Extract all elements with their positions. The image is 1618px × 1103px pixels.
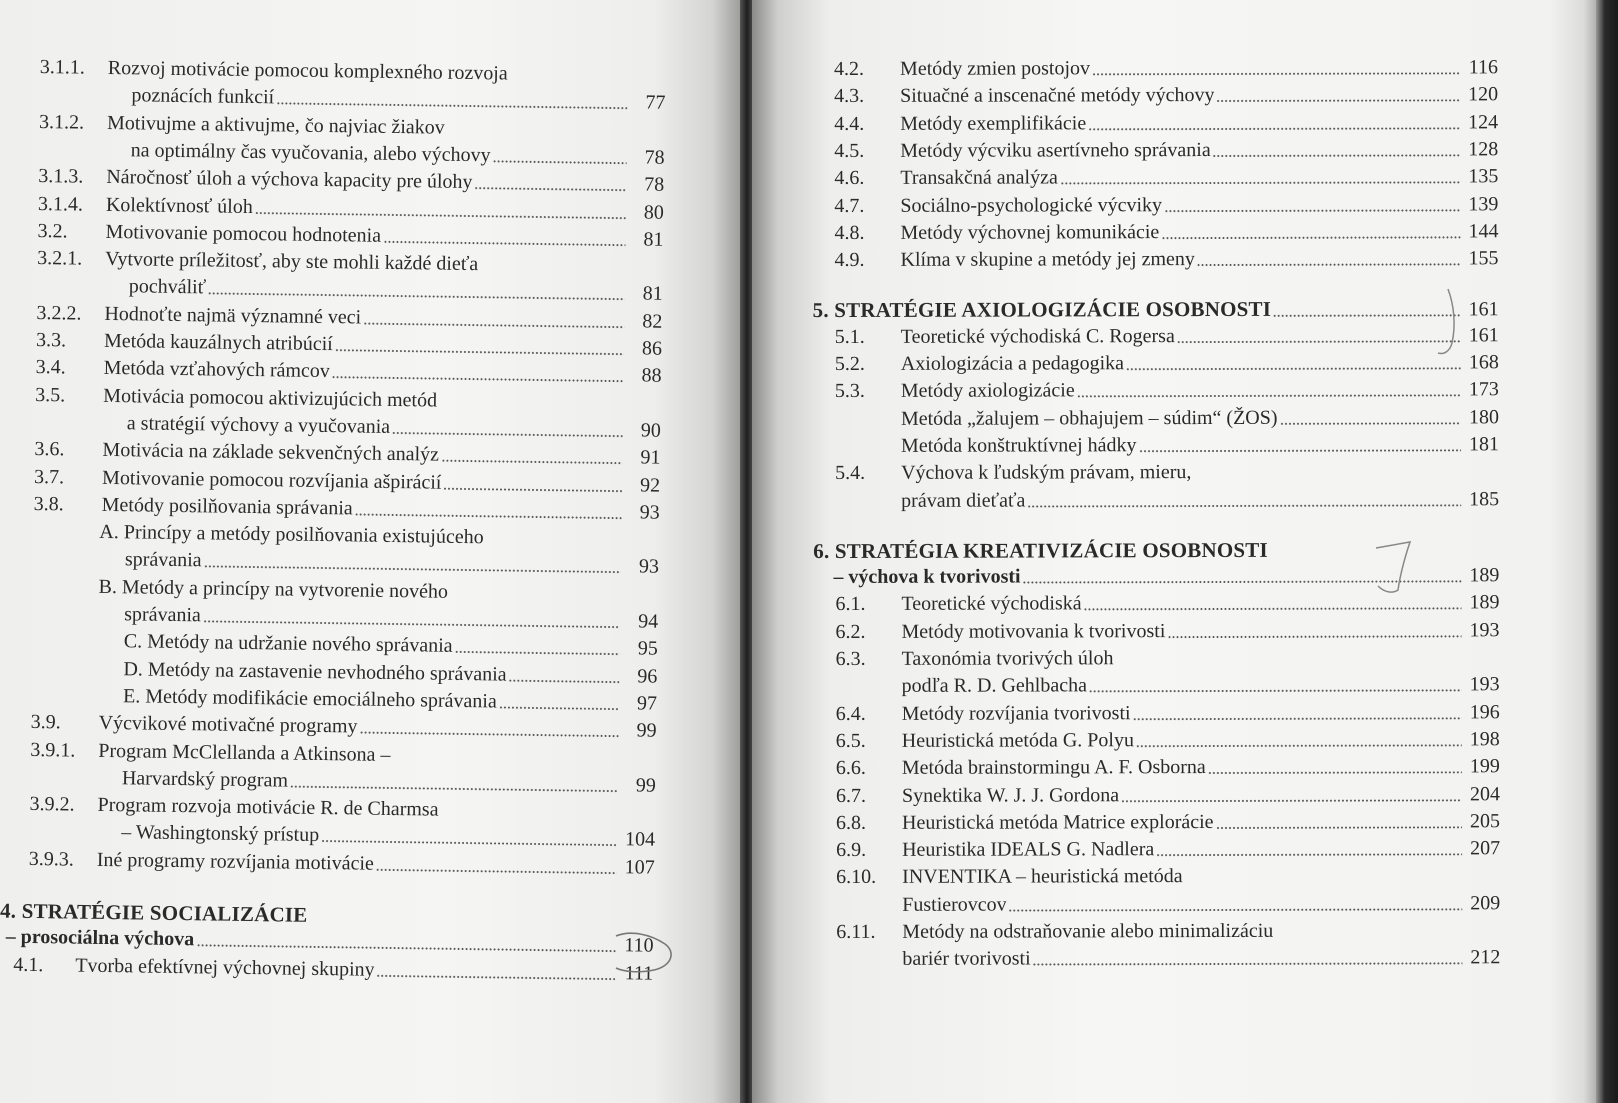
toc-entry-title: Hodnoťte najmä významné veci xyxy=(104,302,362,329)
toc-page-number: 193 xyxy=(1469,673,1500,696)
toc-page-number: 161 xyxy=(1468,323,1499,347)
toc-page-number: 193 xyxy=(1469,618,1500,642)
toc-entry-title: a stratégií výchovy a vyučovania xyxy=(126,412,391,438)
toc-page-number: 205 xyxy=(1469,810,1501,833)
dot-leader xyxy=(1084,607,1462,612)
toc-entry xyxy=(31,657,657,689)
toc-entry xyxy=(39,83,665,115)
toc-entry-title: pochváliť xyxy=(128,275,207,299)
dot-leader xyxy=(499,705,619,711)
toc-entry-number: 6.11. xyxy=(836,920,876,943)
toc-entry-number: 3.1.4. xyxy=(37,192,84,216)
toc-entry-title: správania xyxy=(124,548,202,572)
toc-entry-title: – výchova k tvorivosti xyxy=(833,565,1021,589)
dot-leader xyxy=(359,731,618,739)
pencil-circle-mark xyxy=(610,928,680,978)
dot-leader xyxy=(1027,503,1461,508)
toc-entry-number: 4.1. xyxy=(13,953,44,976)
toc-right xyxy=(812,56,1514,971)
toc-entry-title: Metódy výchovnej komunikácie xyxy=(900,220,1160,244)
toc-entry xyxy=(31,684,657,716)
toc-entry-number: 4.2. xyxy=(834,57,865,80)
toc-entry-number: 3.6. xyxy=(34,438,65,461)
toc-entry xyxy=(834,56,1498,81)
toc-entry-title: – Washingtonský prístup xyxy=(121,821,320,847)
toc-entry-number: 5.3. xyxy=(834,380,865,403)
dot-leader xyxy=(1092,71,1460,76)
dot-leader xyxy=(1009,907,1463,912)
dot-leader xyxy=(1089,689,1462,694)
dot-leader xyxy=(1156,852,1462,857)
toc-entry-number: 3.3. xyxy=(35,328,67,352)
toc-entry xyxy=(835,488,1499,513)
toc-entry xyxy=(836,674,1500,699)
dot-leader xyxy=(1177,339,1461,344)
dot-leader xyxy=(1216,825,1462,830)
toc-entry xyxy=(834,193,1498,218)
toc-page-number: 116 xyxy=(1468,56,1499,79)
toc-entry-title: D. Metódy na zastavenie nevhodného správania xyxy=(123,657,507,686)
toc-entry-title: právam dieťaťa xyxy=(901,489,1026,512)
toc-entry-number: 3.9.2. xyxy=(29,793,75,816)
toc-entry-number: 6.5. xyxy=(835,729,866,752)
dot-leader xyxy=(392,431,623,438)
toc-entry-number: 4.8. xyxy=(834,221,865,244)
toc-entry xyxy=(834,165,1498,190)
pencil-bracket-mark xyxy=(1430,285,1470,365)
toc-entry-title: Metódy axiologizácie xyxy=(900,379,1075,403)
toc-entry xyxy=(29,848,655,880)
toc-page-number: 77 xyxy=(645,91,666,115)
toc-entry-number: 4.3. xyxy=(834,85,865,108)
toc-page-number: 92 xyxy=(639,473,661,497)
toc-page-number: 91 xyxy=(640,446,661,469)
toc-entry-number: 6.8. xyxy=(835,811,867,834)
toc-page-number: 144 xyxy=(1468,220,1499,243)
toc-entry-title: Sociálno-psychologické výcviky xyxy=(900,193,1163,217)
dot-leader xyxy=(1121,798,1462,803)
toc-entry-title: poznácích funkcií xyxy=(131,84,275,109)
toc-entry xyxy=(834,220,1498,245)
toc-entry-number: 3.7. xyxy=(33,465,65,488)
toc-entry-title: na optimálny čas vyučovania, alebo výchovy xyxy=(130,139,491,167)
chapter-5-title-entry xyxy=(813,297,1499,323)
toc-entry-number: 3.2.2. xyxy=(36,301,82,325)
toc-entry xyxy=(835,379,1499,404)
toc-entry xyxy=(34,438,660,470)
toc-page-number: 81 xyxy=(642,282,663,306)
toc-page-number: 104 xyxy=(624,828,656,852)
toc-entry-line: INVENTIKA – heuristická metóda 6.10. xyxy=(836,865,1183,889)
toc-page-number: 180 xyxy=(1468,405,1499,428)
dot-leader xyxy=(1280,421,1461,425)
dot-leader xyxy=(1161,235,1460,240)
toc-page-number: 86 xyxy=(641,337,663,360)
toc-entry xyxy=(34,465,660,497)
dot-leader xyxy=(454,650,619,656)
toc-entry xyxy=(836,755,1500,780)
toc-entry-number: 4.7. xyxy=(834,194,865,217)
toc-page-number: 209 xyxy=(1470,891,1501,915)
toc-entry-title: Metódy posilňovania správania xyxy=(101,493,353,520)
toc-entry-line: Program McClellanda a Atkinsona – 3.9.1. xyxy=(30,738,391,766)
toc-entry xyxy=(836,810,1500,835)
toc-entry-title: Výcvikové motivačné programy xyxy=(98,712,358,738)
dot-leader xyxy=(290,784,618,793)
toc-entry-title: Metóda brainstormingu A. F. Osborna xyxy=(901,756,1206,780)
toc-page-number: 93 xyxy=(639,501,660,524)
dot-leader xyxy=(332,375,624,383)
toc-indent xyxy=(33,570,125,571)
dot-leader xyxy=(203,619,620,629)
toc-entry xyxy=(29,820,655,852)
toc-entry-number: 4.6. xyxy=(834,167,865,190)
toc-entry-line: Vytvorte príležitosť, aby ste mohli každé dieťa 3.2.1. xyxy=(37,247,479,276)
toc-entry-title: Metódy exemplifikácie xyxy=(900,111,1087,135)
toc-entry-title: podľa R. D. Gehlbacha xyxy=(901,674,1087,698)
toc-entry xyxy=(835,406,1499,431)
toc-indent xyxy=(31,680,123,681)
toc-entry xyxy=(835,433,1499,458)
toc-page-number: 81 xyxy=(643,228,664,251)
toc-entry xyxy=(34,493,660,525)
chapter-4-title: 4. STRATÉGIE SOCIALIZÁCIE xyxy=(0,898,308,927)
toc-entry-title: Metódy rozvíjania tvorivosti xyxy=(901,701,1131,725)
dot-leader xyxy=(443,486,622,492)
dot-leader xyxy=(276,102,627,111)
toc-page-number: 110 xyxy=(624,934,654,957)
toc-entry-number: 3.4. xyxy=(35,356,66,379)
toc-entry xyxy=(13,953,653,985)
toc-entry-title: Náročnosť úloh a výchova kapacity pre úlohy xyxy=(106,166,473,194)
toc-entry-number: 3.8. xyxy=(33,492,64,516)
dot-leader xyxy=(1077,394,1461,399)
toc-entry-number: 6.10. xyxy=(836,866,877,889)
toc-entry-number: 6.1. xyxy=(835,593,866,616)
toc-entry-title: Metóda „žalujem – obhajujem – súdim“ (ŽOS) xyxy=(900,406,1278,430)
toc-entry-number: 4.4. xyxy=(834,112,865,135)
toc-entry-number: 3.5. xyxy=(35,383,66,406)
toc-entry xyxy=(32,629,658,661)
toc-page-number: 212 xyxy=(1470,946,1501,969)
dot-leader xyxy=(1033,962,1463,967)
toc-entry-number: 5.4. xyxy=(835,462,866,485)
toc-entry-line: Výchova k ľudským právam, mieru, 5.4. xyxy=(835,461,1192,485)
toc-indent xyxy=(29,843,121,844)
dot-leader xyxy=(1088,126,1460,131)
toc-entry-title: Teoretické východiská xyxy=(901,592,1082,616)
toc-entry xyxy=(834,111,1498,136)
toc-page-number: 120 xyxy=(1468,83,1499,106)
toc-entry-title: Motivovanie pomocou rozvíjania ašpirácií xyxy=(101,466,442,494)
toc-entry xyxy=(836,783,1500,808)
toc-entry-number: 6.2. xyxy=(835,620,866,643)
dot-leader xyxy=(1164,208,1460,213)
toc-indent xyxy=(32,625,124,626)
dot-leader xyxy=(1136,743,1462,748)
right-page xyxy=(752,0,1618,1103)
toc-indent xyxy=(39,161,131,162)
toc-entry-number: 3.9. xyxy=(30,711,61,734)
toc-entry xyxy=(836,947,1500,972)
dot-leader xyxy=(1208,771,1462,776)
toc-page-number: 161 xyxy=(1468,297,1499,320)
toc-entry-number: 6.7. xyxy=(835,784,866,807)
toc-entry-title: Metódy zmien postojov xyxy=(899,57,1091,80)
toc-page-number: 173 xyxy=(1468,378,1499,401)
toc-entry xyxy=(39,138,665,170)
toc-entry-title: Iné programy rozvíjania motivácie xyxy=(96,848,375,875)
toc-entry-line: Motivujme a aktivujme, čo najviac žiakov 3.1.2. xyxy=(38,110,445,139)
toc-page-number: 155 xyxy=(1468,247,1499,270)
toc-entry-number: 6.9. xyxy=(836,839,867,862)
toc-page-number: 135 xyxy=(1468,165,1499,188)
toc-entry-line: Taxonómia tvorivých úloh 6.3. xyxy=(835,647,1114,670)
toc-page-number: 82 xyxy=(642,310,663,333)
toc-entry xyxy=(37,220,663,252)
toc-page-number: 78 xyxy=(644,173,665,196)
toc-left xyxy=(0,56,680,985)
toc-entry-number: 3.1.3. xyxy=(38,165,84,188)
toc-entry-number: 6.6. xyxy=(835,757,866,780)
toc-entry-number: 4.5. xyxy=(834,139,865,162)
toc-page-number: 139 xyxy=(1468,192,1499,215)
toc-entry-number: 3.1.2. xyxy=(38,110,85,134)
toc-page-number: 198 xyxy=(1469,728,1500,751)
toc-entry xyxy=(835,351,1499,376)
toc-entry xyxy=(835,324,1499,349)
dot-leader xyxy=(492,159,626,165)
toc-page-number: 88 xyxy=(641,364,662,388)
toc-entry-title: E. Metódy modifikácie emociálneho správania xyxy=(122,685,497,713)
toc-entry-number: 4.9. xyxy=(834,249,865,272)
toc-page-number: 96 xyxy=(637,664,658,688)
dot-leader xyxy=(1213,153,1461,158)
toc-entry xyxy=(37,274,663,306)
toc-entry-title: Heuristika IDEALS G. Nadlera xyxy=(902,838,1155,861)
toc-indent xyxy=(35,434,127,435)
dot-leader xyxy=(1139,448,1461,453)
toc-indent xyxy=(30,789,122,790)
dot-leader xyxy=(1126,366,1461,371)
toc-entry-title: Metódy motivovania k tvorivosti xyxy=(901,619,1166,643)
toc-entry xyxy=(35,356,661,388)
toc-indent xyxy=(37,297,129,298)
toc-entry-title: Tvorba efektívnej výchovnej skupiny xyxy=(75,954,375,981)
toc-entry-title: C. Metódy na udržanie nového správania xyxy=(123,630,453,658)
toc-entry-title: Axiologizácia a pedagogika xyxy=(900,352,1125,375)
toc-entry-line: B. Metódy a princípy na vytvorenie nového xyxy=(98,575,449,603)
toc-entry xyxy=(36,329,662,361)
toc-page-number: 124 xyxy=(1468,110,1499,133)
toc-entry-title: Teoretické východiská C. Rogersa xyxy=(900,324,1175,348)
toc-entry-title: Motivácia na základe sekvenčných analýz xyxy=(102,439,440,466)
toc-entry-title: Metóda vzťahových rámcov xyxy=(103,357,331,383)
toc-entry xyxy=(835,247,1499,272)
toc-entry-line: Metódy na odstraňovanie alebo minimalizáciu 6.11. xyxy=(836,919,1274,943)
toc-entry xyxy=(38,165,664,197)
dot-leader xyxy=(441,459,623,466)
dot-leader xyxy=(355,512,622,520)
toc-indent xyxy=(39,106,131,107)
toc-page-number: 204 xyxy=(1469,782,1500,805)
toc-entry xyxy=(834,84,1498,109)
toc-entry xyxy=(836,892,1500,917)
toc-entry xyxy=(33,547,659,579)
toc-entry-title: 5. STRATÉGIE AXIOLOGIZÁCIE OSOBNOSTI xyxy=(812,297,1272,323)
pencil-seven-mark xyxy=(1370,540,1420,600)
toc-entry-title: Metódy výcviku asertívneho správania xyxy=(900,138,1211,162)
toc-page-number: 94 xyxy=(638,610,659,633)
dot-leader xyxy=(1167,634,1461,639)
toc-entry xyxy=(31,711,657,743)
toc-entry-title: Transakčná analýza xyxy=(900,166,1058,190)
dot-leader xyxy=(376,867,617,874)
toc-entry-line: Rozvoj motivácie pomocou komplexného rozvoja 3.1.1. xyxy=(39,56,508,85)
dot-leader xyxy=(203,565,620,575)
toc-entry xyxy=(32,602,658,634)
dot-leader xyxy=(1216,99,1460,104)
toc-entry-number: 6.4. xyxy=(835,702,866,725)
toc-page-number: 111 xyxy=(624,961,654,985)
toc-entry xyxy=(35,411,661,443)
dot-leader xyxy=(1060,181,1460,186)
toc-page-number: 99 xyxy=(635,774,657,797)
dot-leader xyxy=(363,321,624,329)
dot-leader xyxy=(208,292,625,302)
dot-leader xyxy=(509,678,620,684)
toc-entry xyxy=(836,728,1500,753)
chapter-6-title: 6. STRATÉGIA KREATIVIZÁCIE OSOBNOSTI xyxy=(813,537,1268,563)
dot-leader xyxy=(335,348,624,356)
toc-entry-title: správania xyxy=(124,603,202,627)
toc-entry-title: Heuristická metóda Matrice explorácie xyxy=(901,810,1214,834)
toc-page-number: 107 xyxy=(624,855,655,879)
toc-entry-title: Metóda konštruktívnej hádky xyxy=(900,434,1137,457)
toc-entry-number: 3.2.1. xyxy=(37,247,83,270)
toc-page-number: 181 xyxy=(1468,433,1500,456)
toc-entry-title: Klíma v skupine a metódy jej zmeny xyxy=(900,248,1195,271)
toc-page-number: 99 xyxy=(636,719,657,742)
dot-leader xyxy=(196,944,615,954)
toc-entry-number: 5.2. xyxy=(834,352,865,375)
toc-entry xyxy=(38,192,664,224)
toc-page-number: 189 xyxy=(1469,591,1500,614)
toc-indent xyxy=(31,707,123,708)
toc-page-number: 97 xyxy=(636,692,658,715)
toc-entry-title: Synektika W. J. J. Gordona xyxy=(901,783,1120,807)
toc-page-number: 207 xyxy=(1470,837,1501,860)
toc-page-number: 128 xyxy=(1468,138,1499,161)
toc-entry xyxy=(835,619,1499,644)
page-edge xyxy=(1596,0,1618,1103)
dot-leader xyxy=(321,839,617,847)
toc-entry-title: Motivovanie pomocou hodnotenia xyxy=(105,220,382,247)
dot-leader xyxy=(1197,262,1461,267)
toc-page-number: 189 xyxy=(1469,564,1500,587)
toc-page-number: 78 xyxy=(644,146,665,169)
toc-entry-title: bariér tvorivosti xyxy=(902,947,1031,971)
toc-entry-line: A. Princípy a metódy posilňovania existujúceho xyxy=(99,520,484,549)
toc-indent xyxy=(32,652,124,653)
toc-entry-line: Program rozvoja motivácie R. de Charmsa 3.9.2. xyxy=(29,793,439,821)
toc-page-number: 185 xyxy=(1469,487,1500,510)
dot-leader xyxy=(255,211,626,220)
toc-entry-title: Fustierovcov xyxy=(902,893,1007,916)
toc-entry-title: Situačné a inscenačné metódy výchovy xyxy=(900,84,1215,108)
toc-page-number: 90 xyxy=(640,419,661,442)
toc-entry-number: 5.1. xyxy=(834,325,865,348)
toc-entry-number: 3.2. xyxy=(37,219,68,243)
toc-page-number: 80 xyxy=(643,200,665,224)
toc-page-number: 168 xyxy=(1468,351,1499,374)
dot-leader xyxy=(474,186,626,192)
toc-entry xyxy=(30,766,656,798)
toc-entry-title: Heuristická metóda G. Polyu xyxy=(901,729,1135,752)
toc-entry-title: Metóda kauzálnych atribúcií xyxy=(103,329,333,356)
toc-entry-number: 3.9.3. xyxy=(28,847,74,871)
toc-page-number: 93 xyxy=(638,555,660,579)
toc-entry-title: Harvardský program xyxy=(121,767,289,792)
toc-page-number: 199 xyxy=(1469,755,1500,778)
toc-entry xyxy=(836,701,1500,726)
toc-entry xyxy=(834,138,1498,163)
dot-leader xyxy=(383,240,626,247)
chapter-4-subtitle-entry xyxy=(6,926,654,958)
toc-page-number: 95 xyxy=(637,637,658,660)
toc-entry-title: – prosociálna výchova xyxy=(5,925,195,951)
toc-page-number: 196 xyxy=(1469,700,1500,723)
toc-entry-title: Kolektívnosť úloh xyxy=(105,193,253,218)
toc-entry xyxy=(36,302,662,334)
toc-entry-number: 3.1.1. xyxy=(39,56,85,79)
toc-entry-number: 6.3. xyxy=(835,647,866,670)
toc-entry xyxy=(836,837,1500,862)
dot-leader xyxy=(377,973,616,980)
dot-leader xyxy=(1133,716,1462,721)
toc-entry-line: Motivácia pomocou aktivizujúcich metód 3.5. xyxy=(35,383,438,412)
toc-entry-number: 3.9.1. xyxy=(30,738,76,762)
